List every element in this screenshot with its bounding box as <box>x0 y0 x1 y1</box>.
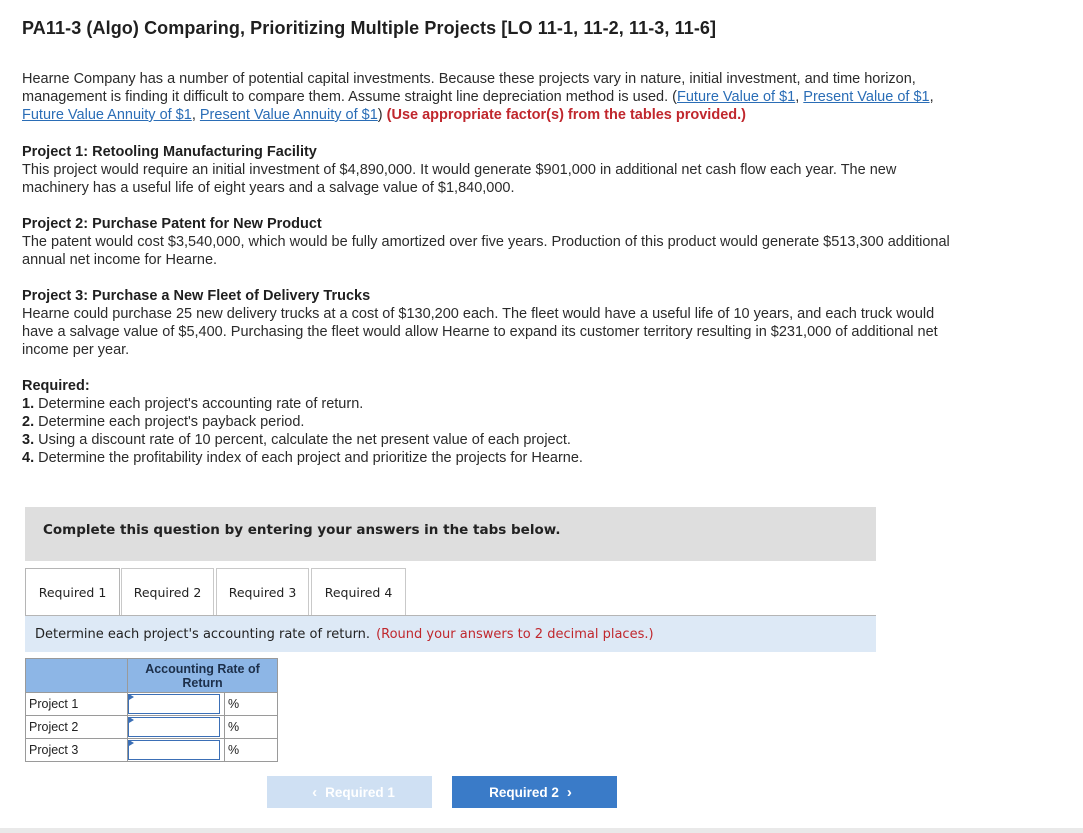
arr-project-2-input[interactable] <box>128 717 220 737</box>
required-item-text: Determine each project's payback period. <box>38 414 305 430</box>
row-label-project-1: Project 1 <box>26 693 128 716</box>
project-2-text: The patent would cost $3,540,000, which would be fully amortized over five years. Production of this product would generate $513,300 additional annual net income for Hearne. <box>22 234 950 268</box>
chevron-left-icon: ‹ <box>312 783 318 801</box>
tab-required-2[interactable]: Required 2 <box>121 568 214 615</box>
next-button-label: Required 2 <box>489 784 559 800</box>
link-separator: , <box>191 107 200 123</box>
required-item-num: 1. <box>22 396 35 412</box>
intro-paragraph <box>22 70 952 124</box>
chevron-right-icon: › <box>566 783 572 801</box>
column-header-accounting-rate <box>128 659 278 693</box>
project-2-block <box>22 215 952 269</box>
link-separator: , <box>795 89 804 105</box>
table-row <box>26 716 278 739</box>
unit-percent: % <box>225 739 278 762</box>
required-item-text: Determine the profitability index of each project and prioritize the projects for Hearne. <box>38 450 583 466</box>
required-block <box>22 377 952 467</box>
bottom-divider <box>0 828 1083 833</box>
required-item-num: 2. <box>22 414 35 430</box>
required-heading: Required: <box>22 378 90 394</box>
project-2-heading: Project 2: Purchase Patent for New Product <box>22 216 322 232</box>
tab-required-3[interactable]: Required 3 <box>216 568 309 615</box>
project-3-block <box>22 287 952 359</box>
input-marker-icon <box>129 740 134 746</box>
question-prompt <box>25 616 876 652</box>
link-close: ) <box>377 107 387 123</box>
project-3-text: Hearne could purchase 25 new delivery trucks at a cost of $130,200 each. The fleet would have a useful life of 10 years, and each truck would have a salvage value of $5,400. Purchasing the fleet would allow Hearne to expand its customer territory resulting in $231,000 of additional net income per year. <box>22 306 938 358</box>
input-cell <box>128 693 225 716</box>
project-3-heading: Project 3: Purchase a New Fleet of Delivery Trucks <box>22 288 371 304</box>
input-marker-icon <box>129 694 134 700</box>
instruction-box <box>25 507 876 561</box>
link-separator: , <box>929 89 934 105</box>
next-button[interactable] <box>452 776 617 808</box>
unit-percent: % <box>225 716 278 739</box>
arr-project-3-input[interactable] <box>128 740 220 760</box>
table-row <box>26 739 278 762</box>
required-item-text: Using a discount rate of 10 percent, calculate the net present value of each project. <box>38 432 571 448</box>
answer-table-header-row <box>26 659 278 693</box>
required-item-text: Determine each project's accounting rate of return. <box>38 396 364 412</box>
row-label-project-2: Project 2 <box>26 716 128 739</box>
answer-table <box>25 658 278 762</box>
page-title: PA11-3 (Algo) Comparing, Prioritizing Multiple Projects [LO 11-1, 11-2, 11-3, 11-6] <box>22 18 717 38</box>
required-item-num: 4. <box>22 450 35 466</box>
prompt-text: Determine each project's accounting rate of return. <box>35 626 371 642</box>
link-future-value-1[interactable]: Future Value of $1 <box>677 89 796 105</box>
tab-required-4[interactable]: Required 4 <box>311 568 406 615</box>
blank-header-cell <box>26 659 128 693</box>
table-row <box>26 693 278 716</box>
arr-project-1-input[interactable] <box>128 694 220 714</box>
project-1-block <box>22 143 952 197</box>
project-1-text: This project would require an initial investment of $4,890,000. It would generate $901,000 in additional net cash flow each year. The new machinery has a useful life of eight years and a salvage value of $1,840,000. <box>22 162 897 196</box>
unit-percent: % <box>225 693 278 716</box>
prev-button[interactable] <box>267 776 432 808</box>
rounding-note: (Round your answers to 2 decimal places.) <box>376 626 654 642</box>
required-item-num: 3. <box>22 432 35 448</box>
intro-text: Hearne Company has a number of potential capital investments. Because these projects vary in nature, initial investment, and time horizon, management is finding it difficult to compare them. Assume straight line depreciation method is used. ( <box>22 71 916 105</box>
tab-required-1[interactable]: Required 1 <box>25 568 120 616</box>
link-present-value-annuity-1[interactable]: Present Value Annuity of $1 <box>199 107 378 123</box>
factor-emphasis: (Use appropriate factor(s) from the tables provided.) <box>386 107 746 123</box>
link-future-value-annuity-1[interactable]: Future Value Annuity of $1 <box>22 107 192 123</box>
prev-button-label: Required 1 <box>325 784 395 800</box>
input-cell <box>128 716 225 739</box>
row-label-project-3: Project 3 <box>26 739 128 762</box>
project-1-heading: Project 1: Retooling Manufacturing Facility <box>22 144 317 160</box>
link-present-value-1[interactable]: Present Value of $1 <box>803 89 930 105</box>
input-marker-icon <box>129 717 134 723</box>
column-header-text: Accounting Rate of Return <box>145 661 260 690</box>
instruction-text: Complete this question by entering your answers in the tabs below. <box>43 522 561 538</box>
input-cell <box>128 739 225 762</box>
